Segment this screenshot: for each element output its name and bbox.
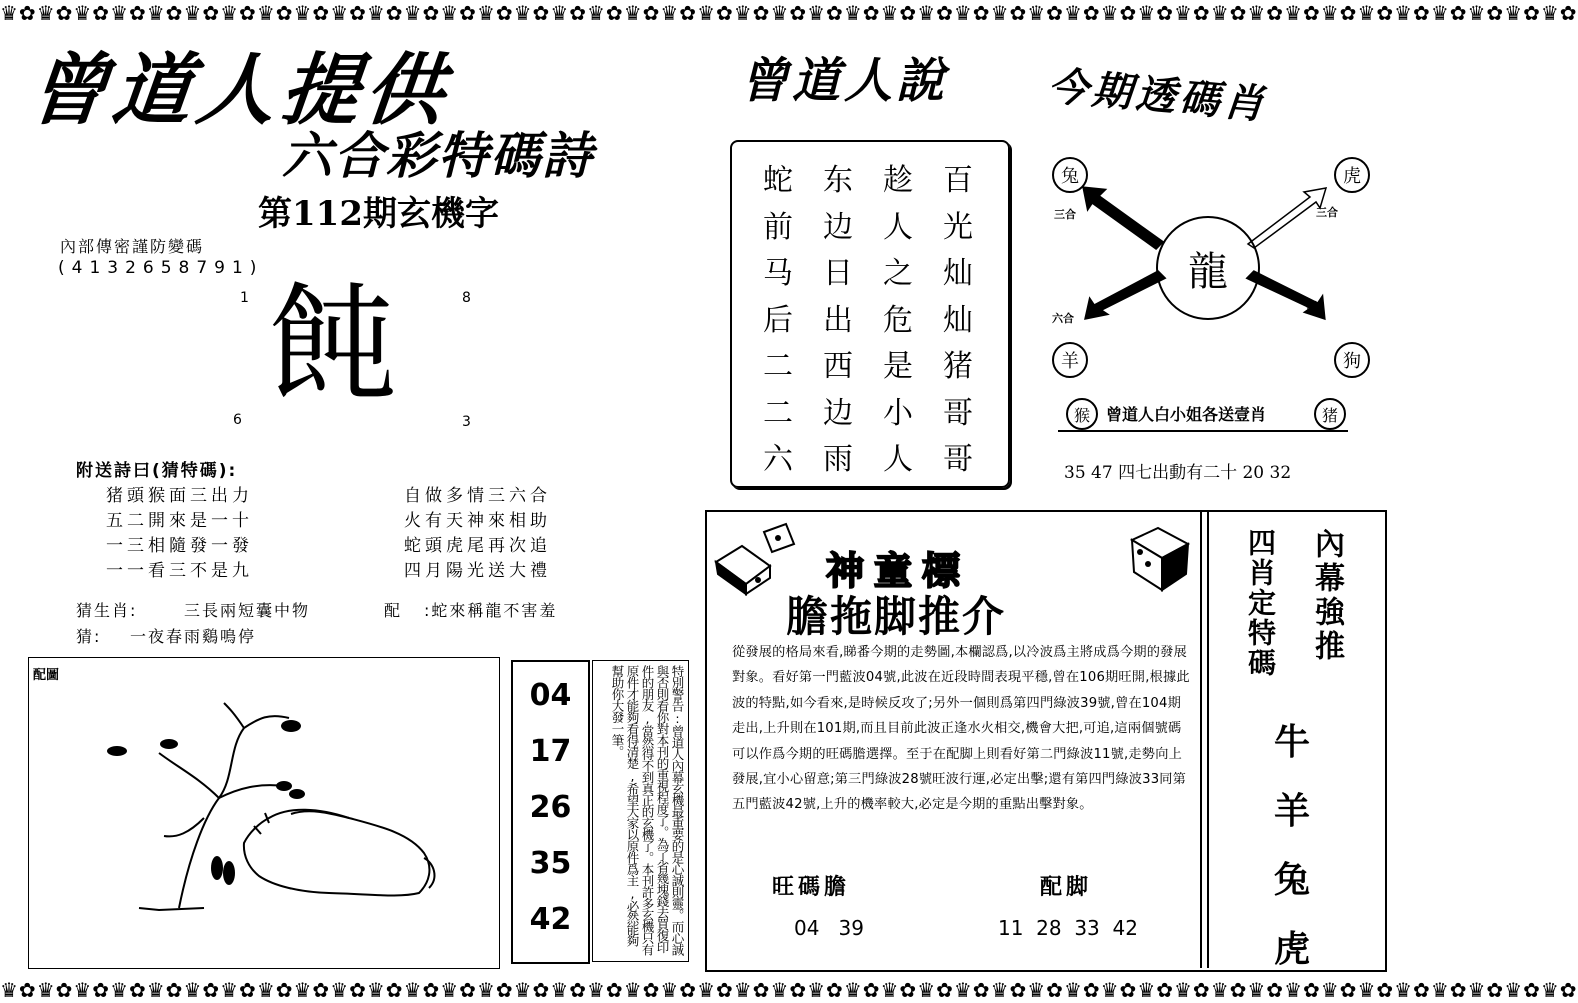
saying-title: 曾道人說: [740, 53, 949, 109]
number-item: 26: [529, 790, 572, 825]
saying-char: 小: [883, 395, 913, 431]
saying-char: 之: [883, 256, 913, 291]
saying-char: 二: [763, 349, 793, 384]
saying-char: 灿: [943, 302, 973, 338]
guess-text: 一夜春雨鷄鳴停: [130, 627, 257, 646]
illustration-label: 配圖: [33, 668, 60, 683]
poem-line: 四月陽光送大禮: [404, 561, 551, 581]
illustration-box: [28, 657, 500, 969]
saying-box: [730, 140, 1010, 488]
saying-char: 后: [763, 302, 793, 338]
subtitle: 六合彩特碼詩: [282, 127, 594, 185]
poem-line: 一三相隨發一發: [106, 536, 253, 556]
corner-br: 3: [462, 414, 471, 430]
top-border: ♛✿♛✿♛✿♛✿♛✿♛✿♛✿♛✿♛✿♛✿♛✿♛✿♛✿♛✿♛✿♛✿♛✿♛✿♛✿♛✿♛✿♛✿♛✿♛✿♛✿♛✿♛✿♛✿♛✿♛✿♛✿♛✿♛✿♛✿♛✿♛✿♛✿♛✿♛✿♛✿♛✿♛✿♛✿: [0, 1, 1578, 25]
zodiac-guess-text: 三長兩短囊中物: [184, 601, 311, 620]
gift-right: 猪: [1314, 398, 1346, 430]
zodiac-guess-label: 猜生肖:: [76, 601, 138, 620]
saying-char: 危: [883, 302, 913, 338]
gift-underline: [1058, 430, 1348, 432]
saying-char: 东: [823, 163, 853, 198]
gift-left: 猴: [1066, 398, 1098, 430]
saying-char: 灿: [943, 256, 973, 291]
secret-code: (4132658791): [58, 258, 264, 278]
dice-right-icon: [1128, 520, 1198, 600]
zodiac-tr: 虎: [1334, 157, 1370, 193]
saying-char: 人: [883, 209, 913, 245]
article-divider: [1200, 512, 1209, 968]
side-col1: 內幕強推: [1309, 528, 1344, 664]
tuo-numbers: 11 28 33 42: [998, 916, 1138, 940]
number-item: 04: [529, 678, 572, 713]
saying-char: 二: [763, 395, 793, 431]
poem-line: 猪頭猴面三出力: [106, 486, 253, 506]
label-tr: 三合: [1316, 206, 1338, 219]
warning-box: [592, 660, 689, 962]
puzzle-character: 飩: [268, 269, 399, 421]
tree-ox-drawing: [29, 658, 499, 968]
animal-item: 兔: [1273, 859, 1310, 901]
saying-char: 哥: [943, 395, 973, 431]
main-title: 曾道人提供: [24, 46, 455, 136]
poem-heading: 附送詩曰(猜特碼):: [76, 461, 238, 481]
gift-text: 曾道人白小姐各送壹肖: [1106, 405, 1267, 424]
guess-label: 猜:: [76, 627, 102, 646]
warning-text: 特別警告:曾道人內幕玄機最重要的是心誠則靈。而心誠與否則看你對本刊的重視程度了。為了省幾塊錢去買復印件的朋友,當然得不到真正的玄機了。本刊許多玄機只有原件才能夠看得清楚,希望大家以原件爲主,必然能夠幫助你大發一筆。: [610, 665, 685, 955]
saying-char: 六: [763, 442, 793, 477]
saying-char: 雨: [823, 442, 853, 477]
zodiac-br: 狗: [1334, 342, 1370, 378]
animal-item: 牛: [1273, 721, 1310, 763]
tuo-label: 配脚: [1040, 875, 1093, 900]
number-item: 42: [529, 902, 572, 937]
saying-char: 是: [883, 349, 913, 384]
poem-line: 火有天神來相助: [404, 511, 551, 531]
saying-char: 边: [823, 395, 853, 431]
number-item: 17: [529, 734, 572, 769]
bottom-border: ♛✿♛✿♛✿♛✿♛✿♛✿♛✿♛✿♛✿♛✿♛✿♛✿♛✿♛✿♛✿♛✿♛✿♛✿♛✿♛✿♛✿♛✿♛✿♛✿♛✿♛✿♛✿♛✿♛✿♛✿♛✿♛✿♛✿♛✿♛✿♛✿♛✿♛✿♛✿♛✿♛✿♛✿♛✿: [0, 978, 1578, 1002]
saying-char: 日: [823, 256, 853, 291]
zodiac-bl: 羊: [1052, 342, 1088, 378]
poem-line: 自做多情三六合: [404, 486, 551, 506]
side-animals: [1262, 708, 1322, 984]
poem-left: [106, 484, 253, 584]
label-tl: 三合: [1054, 208, 1076, 221]
side-col2: 四肖定特碼: [1244, 528, 1277, 678]
saying-char: 趁: [883, 163, 913, 198]
saying-char: 边: [823, 209, 853, 245]
saying-char: 前: [763, 209, 793, 245]
corner-tl: 1: [240, 290, 249, 306]
article-body: 從發展的格局來看,睇番今期的走勢圖,本欄認爲,以冷波爲主將成爲今期的發展對象。看好第一門藍波04號,此波在近段時間表現平穩,曾在106期旺開,根據此波的特點,如今看來,是時候反攻了;另外一個則爲第四門綠波39號,曾在104期走出,上升則在101期,而且目前此波正逢水火相交,機會大把,可追,這兩個號碼可以作爲今期的旺碼膽選擇。至于在配脚上則看好第二門綠波11號,走勢向上發展,宜小心留意;第三門綠波28號旺波行運,必定出擊;還有第四門綠波33同第五門藍波42號,上升的機率較大,必定是今期的重點出擊對象。: [732, 645, 1190, 813]
corner-tr: 8: [462, 290, 471, 306]
zodiac-footer: 35 47 四七出動有二十 20 32: [1064, 463, 1292, 483]
poem-line: 五二開來是一十: [106, 511, 253, 531]
number-item: 35: [529, 846, 572, 881]
zodiac-tl: 兔: [1052, 157, 1088, 193]
saying-char: 出: [823, 302, 853, 338]
animal-item: 虎: [1273, 928, 1310, 970]
secret-label: 內部傳密謹防變碼: [60, 237, 205, 256]
numbers-box: [511, 660, 590, 964]
poem-line: 蛇頭虎尾再次追: [404, 536, 551, 556]
zodiac-title: 今期透碼肖: [1046, 62, 1270, 129]
article-title: 膽拖脚推介: [786, 592, 1007, 641]
saying-char: 蛇: [763, 163, 793, 198]
poem-line: 一一看三不是九: [106, 561, 253, 581]
saying-char: 人: [883, 442, 913, 477]
dan-numbers: 04 39: [794, 916, 864, 940]
match-text: :蛇來稱龍不害羞: [424, 601, 558, 620]
saying-char: 光: [943, 209, 973, 245]
saying-char: 马: [763, 256, 793, 291]
zodiac-center: 龍: [1156, 216, 1260, 320]
corner-bl: 6: [233, 412, 242, 428]
label-br: 衝: [1306, 300, 1317, 313]
animal-item: 羊: [1273, 790, 1310, 832]
saying-char: 西: [823, 349, 853, 384]
poem-right: [404, 484, 551, 584]
issue-title: 第112期玄機字: [258, 194, 499, 234]
match-label: 配: [384, 601, 401, 620]
saying-char: 哥: [943, 442, 973, 477]
label-bl: 六合: [1052, 312, 1074, 325]
dan-label: 旺碼膽: [772, 875, 851, 900]
saying-char: 猪: [943, 349, 973, 384]
saying-char: 百: [943, 163, 973, 198]
article-title-top: 神童標: [826, 549, 971, 593]
